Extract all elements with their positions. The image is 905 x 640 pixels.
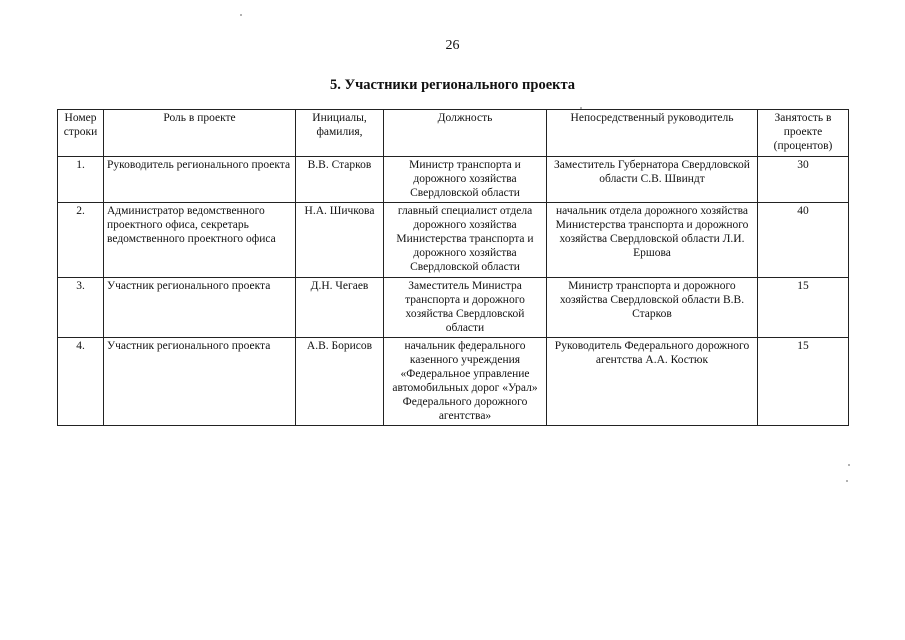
supervisor-cell: начальник отдела дорожного хозяйства Министерства транспорта и дорожного хозяйства Свердловской области Л.И. Ершова bbox=[547, 203, 758, 278]
position-cell: главный специалист отдела дорожного хозяйства Министерства транспорта и дорожного хозяйства Свердловской области bbox=[384, 203, 547, 278]
scan-speck bbox=[846, 480, 848, 482]
position-cell: начальник федерального казенного учреждения «Федеральное управление автомобильных дорог «Урал» Федерального дорожного агентства» bbox=[384, 338, 547, 426]
participants-table bbox=[57, 109, 849, 426]
row-number: 2. bbox=[58, 203, 104, 278]
header-employment: Занятость в проекте (процентов) bbox=[758, 110, 849, 157]
scan-speck bbox=[580, 107, 582, 109]
role-cell: Участник регионального проекта bbox=[104, 338, 296, 426]
header-supervisor: Непосредственный руководитель bbox=[547, 110, 758, 157]
page-number: 26 bbox=[445, 38, 460, 53]
supervisor-cell: Министр транспорта и дорожного хозяйства Свердловской области В.В. Старков bbox=[547, 278, 758, 338]
supervisor-cell: Руководитель Федерального дорожного агентства А.А. Костюк bbox=[547, 338, 758, 426]
name-cell: А.В. Борисов bbox=[296, 338, 384, 426]
employment-cell: 30 bbox=[758, 157, 849, 203]
table-row bbox=[58, 203, 849, 278]
scan-speck bbox=[240, 14, 242, 16]
row-number: 4. bbox=[58, 338, 104, 426]
employment-cell: 15 bbox=[758, 338, 849, 426]
supervisor-cell: Заместитель Губернатора Свердловской области С.В. Швиндт bbox=[547, 157, 758, 203]
employment-cell: 40 bbox=[758, 203, 849, 278]
header-position: Должность bbox=[384, 110, 547, 157]
table-row bbox=[58, 278, 849, 338]
scan-speck bbox=[848, 464, 850, 466]
row-number: 3. bbox=[58, 278, 104, 338]
row-number: 1. bbox=[58, 157, 104, 203]
position-cell: Заместитель Министра транспорта и дорожного хозяйства Свердловской области bbox=[384, 278, 547, 338]
name-cell: Д.Н. Чегаев bbox=[296, 278, 384, 338]
role-cell: Администратор ведомственного проектного офиса, секретарь ведомственного проектного офиса bbox=[104, 203, 296, 278]
employment-cell: 15 bbox=[758, 278, 849, 338]
header-role: Роль в проекте bbox=[104, 110, 296, 157]
table-row bbox=[58, 157, 849, 203]
table-header-row bbox=[58, 110, 849, 157]
role-cell: Руководитель регионального проекта bbox=[104, 157, 296, 203]
table-row bbox=[58, 338, 849, 426]
position-cell: Министр транспорта и дорожного хозяйства Свердловской области bbox=[384, 157, 547, 203]
name-cell: В.В. Старков bbox=[296, 157, 384, 203]
header-name: Инициалы, фамилия, bbox=[296, 110, 384, 157]
name-cell: Н.А. Шичкова bbox=[296, 203, 384, 278]
section-title: 5. Участники регионального проекта bbox=[329, 77, 576, 93]
role-cell: Участник регионального проекта bbox=[104, 278, 296, 338]
header-row-number: Номер строки bbox=[58, 110, 104, 157]
